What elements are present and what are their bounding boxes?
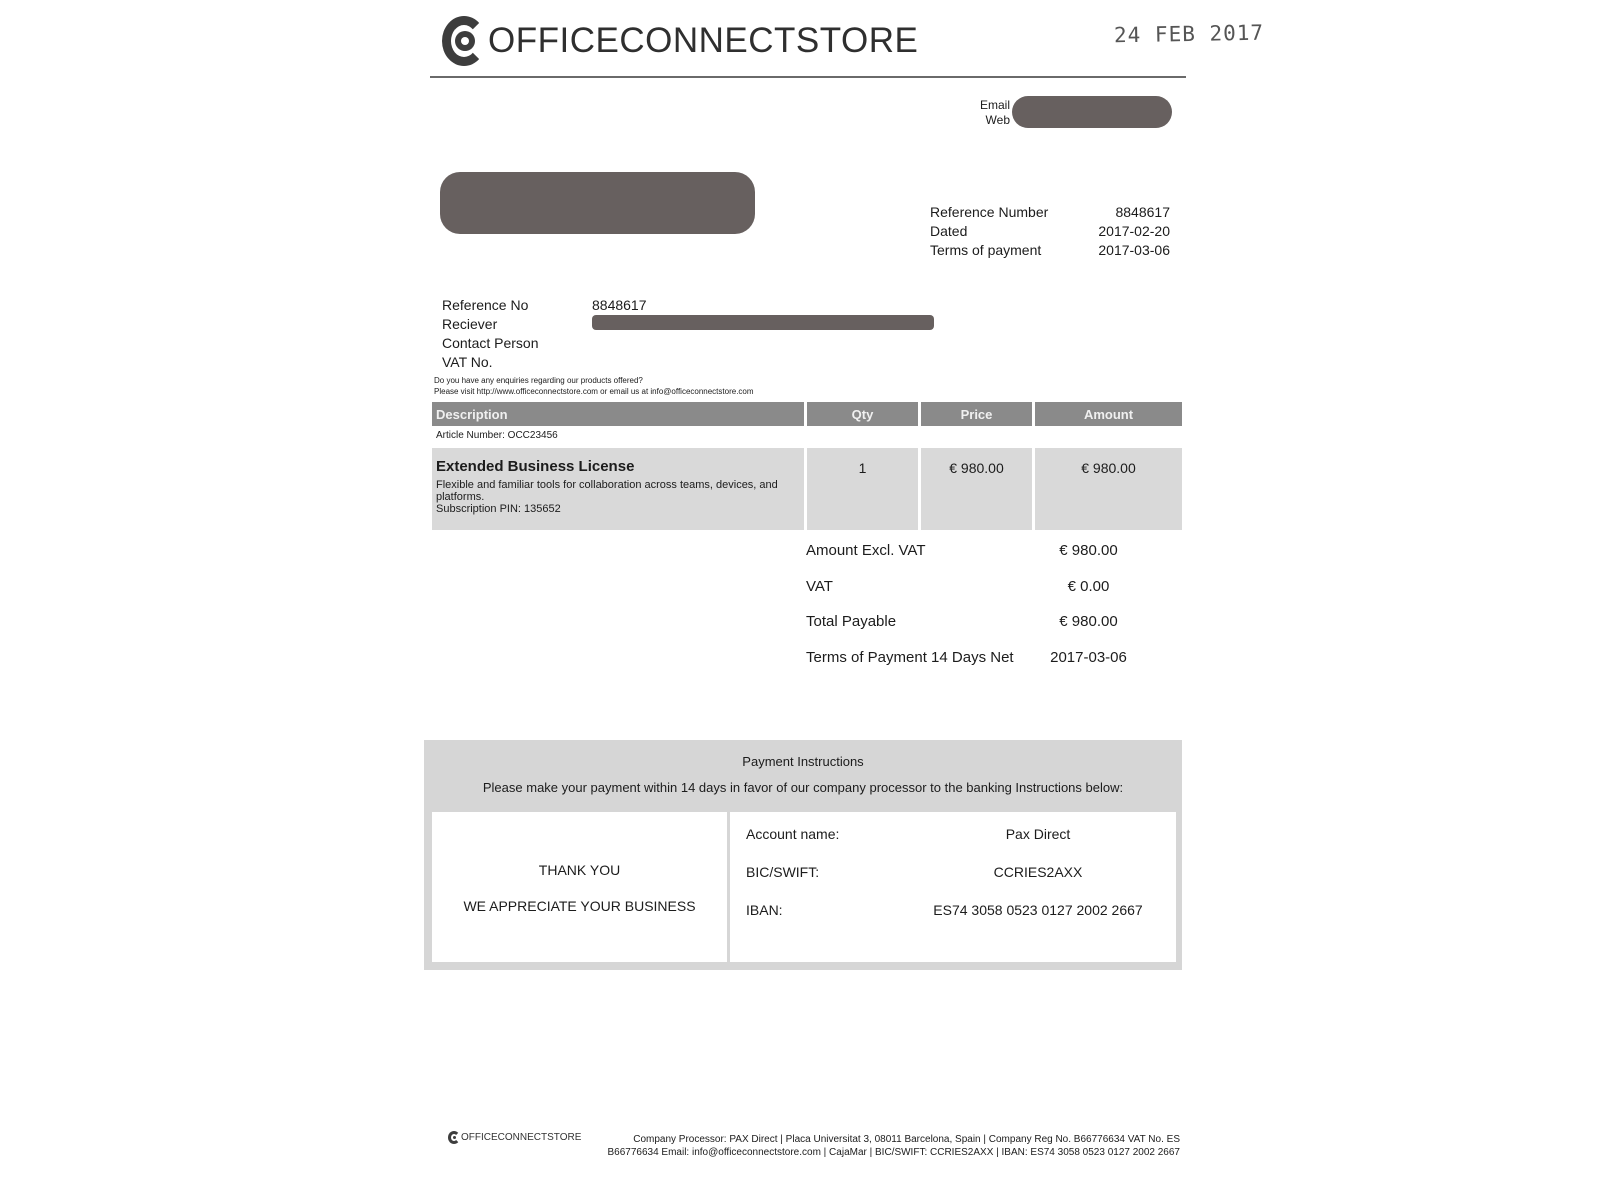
terms-row — [930, 241, 1170, 260]
email-label: Email — [979, 98, 1010, 112]
amount-excl-vat-label: Amount Excl. VAT — [806, 542, 926, 559]
thank-you-box — [432, 812, 727, 962]
brand-logo-icon — [442, 16, 486, 66]
recipient-ref-row — [442, 296, 647, 315]
item-title: Extended Business License — [436, 458, 635, 475]
item-price: € 980.00 — [921, 448, 1032, 530]
payment-terms-value: 2017-03-06 — [1050, 648, 1127, 666]
column-amount: Amount — [1035, 402, 1182, 426]
account-name-value: Pax Direct — [1005, 826, 1071, 842]
item-subscription-pin: Subscription PIN: 135652 — [436, 503, 561, 515]
thank-you-text: THANK YOU — [538, 862, 621, 878]
payment-instructions-title: Payment Instructions — [742, 754, 864, 769]
column-description: Description — [432, 402, 804, 426]
vat-no-label: VAT No. — [442, 354, 493, 370]
bic-swift-value: CCRIES2AXX — [993, 864, 1083, 880]
reference-number-row — [930, 203, 1170, 222]
contact-labels — [978, 98, 1010, 128]
footer-brand: OFFICECONNECTSTORE — [461, 1132, 582, 1143]
article-number: Article Number: OCC23456 — [436, 430, 558, 441]
table-row — [432, 448, 1182, 530]
vat-row — [806, 578, 1146, 614]
footer-logo — [448, 1131, 581, 1144]
account-name-row — [730, 826, 1176, 864]
iban-value: ES74 3058 0523 0127 2002 2667 — [933, 902, 1143, 918]
reference-block — [930, 203, 1170, 260]
recipient-ref-label: Reference No — [442, 297, 529, 313]
redacted-contact — [1012, 96, 1172, 128]
column-price: Price — [921, 402, 1032, 426]
contact-person-label: Contact Person — [442, 335, 539, 351]
vat-label: VAT — [806, 577, 833, 595]
footer-company-info — [580, 1133, 1180, 1159]
footer-logo-icon — [448, 1131, 460, 1144]
header-divider — [430, 76, 1186, 78]
bic-swift-row — [730, 864, 1176, 902]
dated-label: Dated — [930, 223, 968, 239]
terms-label: Terms of payment — [930, 242, 1042, 258]
items-table-header — [432, 402, 1182, 426]
received-date-stamp: 24 FEB 2017 — [1113, 20, 1265, 48]
bic-swift-label: BIC/SWIFT: — [746, 864, 820, 880]
total-payable-row — [806, 613, 1146, 649]
brand-name: OFFICECONNECTSTORE — [488, 21, 919, 60]
amount-excl-vat-row — [806, 542, 1146, 578]
recipient-block — [442, 296, 647, 372]
web-label: Web — [985, 113, 1010, 127]
terms-value: 2017-03-06 — [1098, 242, 1170, 258]
enquiry-line-2: Please visit http://www.officeconnectstore.com or email us at info@officeconnectstore.com — [434, 387, 754, 396]
payment-instructions-subtitle: Please make your payment within 14 days in favor of our company processor to the banking Instructions below: — [482, 780, 1124, 795]
enquiry-line-1: Do you have any enquiries regarding our products offered? — [434, 376, 643, 385]
vat-no-row — [442, 353, 647, 372]
reference-number-label: Reference Number — [930, 204, 1049, 220]
vat-value: € 0.00 — [1067, 577, 1110, 595]
item-description-cell — [432, 448, 804, 530]
footer-line-1: Company Processor: PAX Direct | Placa Universitat 3, 08011 Barcelona, Spain | Company Reg No. B66776634 VAT No. ES — [633, 1134, 1180, 1145]
account-name-label: Account name: — [746, 826, 840, 842]
iban-label: IBAN: — [746, 902, 783, 918]
column-qty: Qty — [807, 402, 918, 426]
brand-logo — [442, 14, 918, 68]
amount-excl-vat-value: € 980.00 — [1059, 542, 1118, 559]
reference-number-value: 8848617 — [1115, 204, 1170, 220]
payment-terms-row — [806, 649, 1146, 685]
enquiry-note — [434, 375, 754, 397]
item-qty: 1 — [807, 448, 918, 530]
totals-block — [806, 542, 1146, 684]
recipient-ref-value: 8848617 — [592, 297, 647, 313]
iban-row — [730, 902, 1176, 940]
dated-value: 2017-02-20 — [1098, 223, 1170, 239]
redacted-receiver — [592, 315, 934, 330]
appreciate-text: WE APPRECIATE YOUR BUSINESS — [463, 898, 696, 914]
item-amount: € 980.00 — [1035, 448, 1182, 530]
redacted-address — [440, 172, 755, 234]
receiver-label: Reciever — [442, 316, 498, 332]
payment-terms-label: Terms of Payment 14 Days Net — [806, 648, 1014, 666]
bank-details-box — [730, 812, 1176, 962]
total-payable-label: Total Payable — [806, 613, 897, 630]
dated-row — [930, 222, 1170, 241]
contact-person-row — [442, 334, 647, 353]
footer-line-2: B66776634 Email: info@officeconnectstore.com | CajaMar | BIC/SWIFT: CCRIES2AXX | IBAN: ES74 3058 0523 0127 2002 2667 — [607, 1147, 1180, 1158]
total-payable-value: € 980.00 — [1059, 613, 1118, 630]
item-description: Flexible and familiar tools for collaboration across teams, devices, and platforms. — [436, 479, 778, 503]
